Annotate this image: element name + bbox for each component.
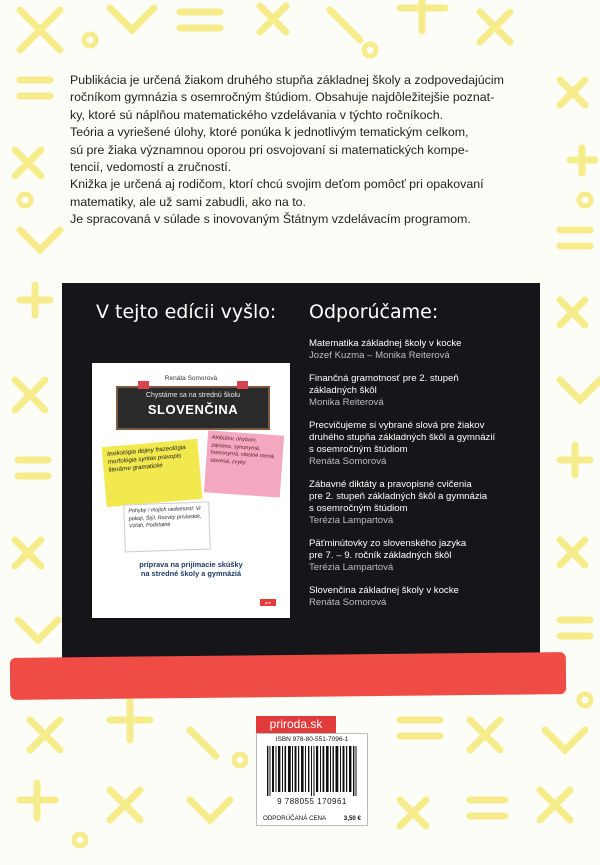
book-title: Matematika základnej školy v kocke <box>309 338 462 349</box>
book-author: Terézia Lampartová <box>309 515 394 526</box>
recommended-books-list <box>309 338 529 620</box>
book-title: Finančná gramotnosť pre 2. stupeň <box>309 373 459 384</box>
cover-title-sign <box>116 386 270 430</box>
recommended-book <box>309 538 529 574</box>
book-title: Päťminútovky zo slovenského jazyka <box>309 538 467 549</box>
recommended-book <box>309 479 529 527</box>
book-cover-thumbnail <box>92 363 290 618</box>
cover-series: Chystáme sa na strednú školu <box>145 392 241 399</box>
intro-line: ročníkom gymnázia s osemročným štúdiom. Obsahuje najdôležitejšie poznat- <box>70 90 495 105</box>
recommended-book <box>309 585 529 609</box>
book-author: Jozef Kuzma – Monika Reiterová <box>309 350 450 361</box>
intro-line: Publikácia je určená žiakom druhého stupňa základnej školy a zodpovedajúcim <box>70 73 504 87</box>
book-title: pre 7. – 9. ročník základných škôl <box>309 550 452 561</box>
recommend-heading: Odporúčame: <box>309 301 439 323</box>
isbn-barcode-box <box>256 733 368 813</box>
book-title: základných škôl <box>309 385 377 396</box>
price-label: ODPORÚČANÁ CENA <box>263 815 327 822</box>
barcode-icon <box>265 746 359 796</box>
sticky-note-pink: Atribútov, ohybom, zámeno, synonymá, homonymá, vlastné mená, slovesá, zvyky <box>204 430 284 497</box>
isbn-number: ISBN 978-80-551-7096-1 <box>275 736 349 743</box>
recommended-book <box>309 373 529 409</box>
cover-subtitle-line: na stredné školy a gymnáziá <box>140 569 242 578</box>
recommended-book <box>309 420 529 468</box>
book-title: s osemročným štúdiom <box>309 444 408 455</box>
intro-line: ky, ktoré sú náplňou matematického vzdelávania v týchto ročníkoch. <box>70 107 444 122</box>
ean-digits: 9 788055 170961 <box>277 797 347 806</box>
recommended-book <box>309 338 529 362</box>
pin-icon <box>237 381 248 389</box>
website-badge: priroda.sk <box>256 716 336 733</box>
book-author: Terézia Lampartová <box>309 562 394 573</box>
sticky-note-yellow: lexikológia dejiny frazeológia morfológia syntax pravopis literárne gramatické <box>102 439 203 507</box>
intro-text <box>70 72 560 229</box>
intro-line: Knižka je určená aj rodičom, ktorí chcú svojim deťom pomôcť pri opakovaní <box>70 177 484 192</box>
cover-author: Renáta Somorová <box>164 375 218 382</box>
book-title: pre 2. stupeň základných škôl a gymnázia <box>309 491 488 502</box>
intro-line: matematiky, ale už sami zabudli, ako na to. <box>70 194 306 209</box>
book-title: druhého stupňa základných škôl a gymnázií <box>309 432 496 443</box>
book-author: Monika Reiterová <box>309 397 384 408</box>
book-author: Renáta Somorová <box>309 597 387 608</box>
book-author: Renáta Somorová <box>309 456 387 467</box>
pin-icon <box>138 381 149 389</box>
publisher-logo: prír <box>260 599 276 606</box>
intro-line: Teória a vyriešené úlohy, ktoré ponúka k jednotlivým tematickým celkom, <box>70 125 469 140</box>
intro-line: tencií, vedomostí a zručností. <box>70 160 232 175</box>
book-title: s osemročným štúdiom <box>309 503 408 514</box>
intro-line: sú pre žiaka významnou oporou pri osvojovaní si matematických kompe- <box>70 142 469 157</box>
cover-subtitle <box>110 560 272 578</box>
sticky-note-white: Pohyby / mojich vedomostí: Vi pokoji, Štýl, Rozvitý prívlastok, Vzťah, Podstatné <box>123 502 211 553</box>
intro-line: Je spracovaná v súlade s inovovaným Štátnym vzdelávacím programom. <box>70 212 471 227</box>
book-title: Precvičujeme si vybrané slová pre žiakov <box>309 420 485 431</box>
price-row <box>256 812 368 826</box>
red-ribbon-band <box>10 652 566 700</box>
book-title: Slovenčina základnej školy v kocke <box>309 585 459 596</box>
book-series-panel <box>62 283 540 661</box>
edition-heading: V tejto edícii vyšlo: <box>96 301 277 323</box>
book-title: Zábavné diktáty a pravopisné cvičenia <box>309 479 472 490</box>
cover-subtitle-line: príprava na prijímacie skúšky <box>139 560 243 569</box>
cover-title: SLOVENČINA <box>147 402 239 417</box>
price-value: 3,50 € <box>343 815 361 822</box>
